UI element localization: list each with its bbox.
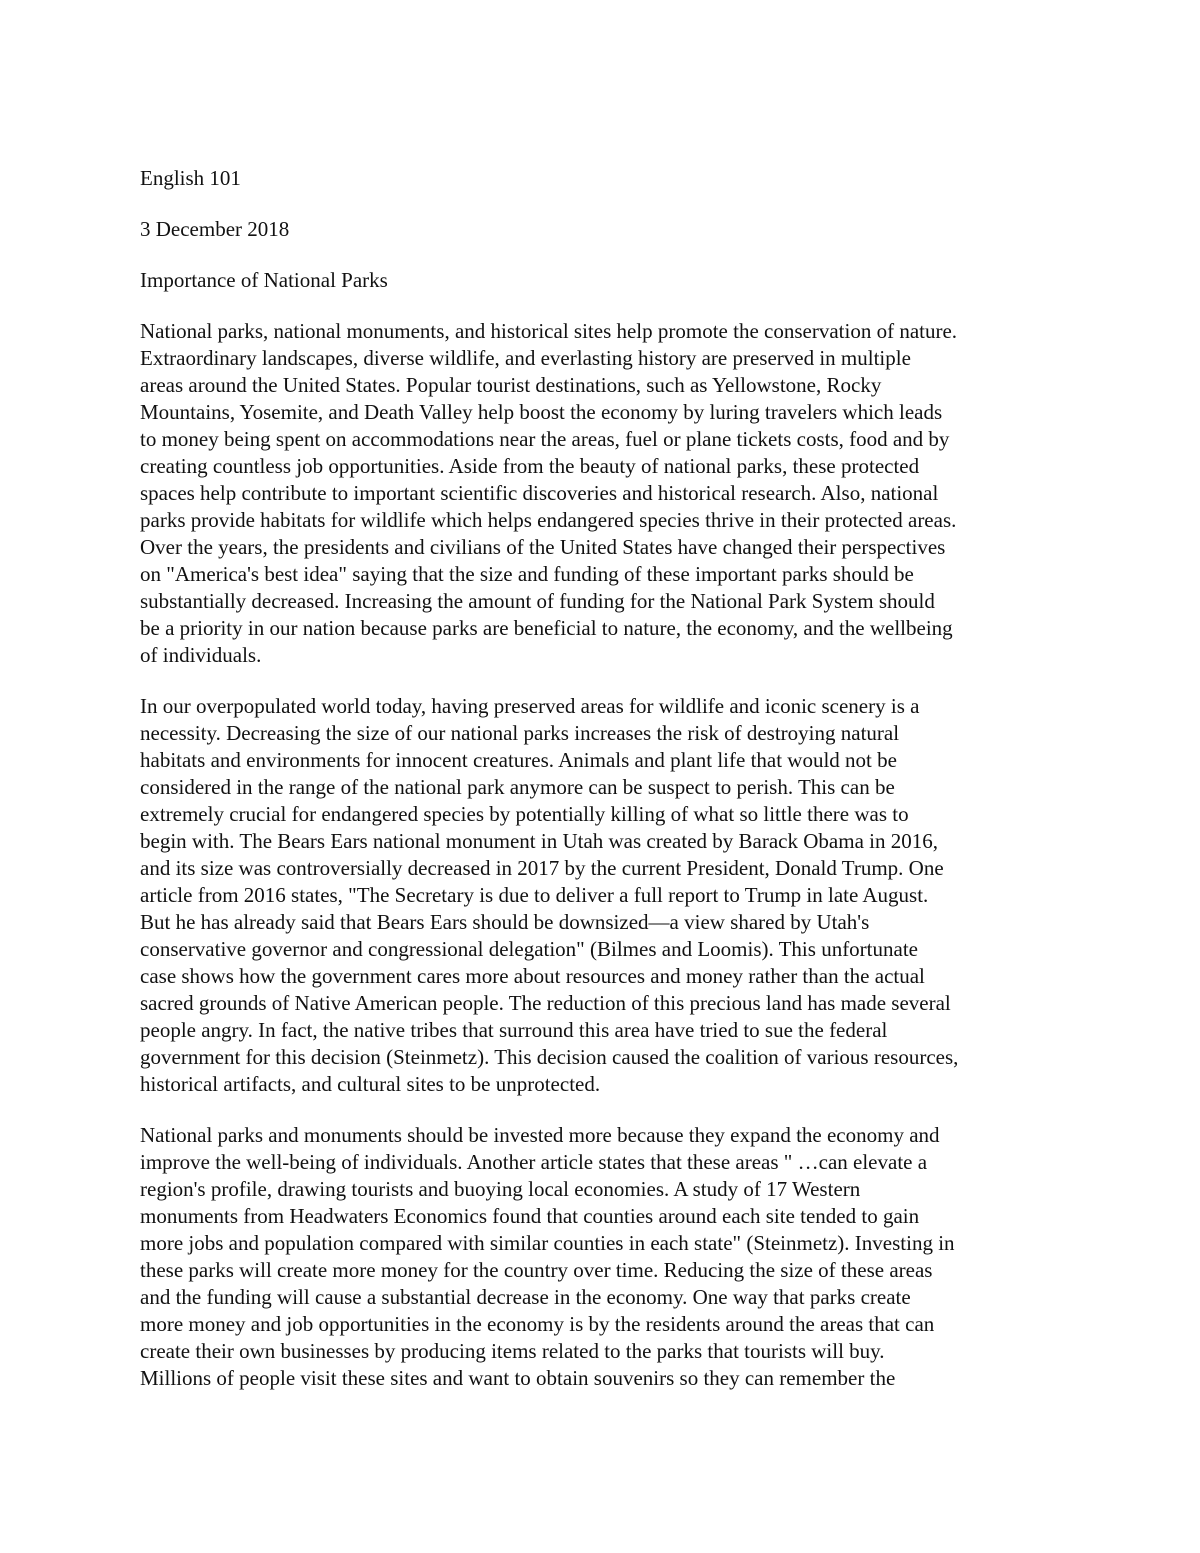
paragraph-2 [140,693,1070,1098]
text-line: be a priority in our nation because parks are beneficial to nature, the economy, and the wellbeing [140,616,953,640]
text-line: historical artifacts, and cultural sites to be unprotected. [140,1072,601,1096]
text-line: of individuals. [140,643,262,667]
text-line: areas around the United States. Popular tourist destinations, such as Yellowstone, Rocky [140,373,882,397]
text-line: parks provide habitats for wildlife which helps endangered species thrive in their protected areas. [140,508,957,532]
text-line: Mountains, Yosemite, and Death Valley help boost the economy by luring travelers which leads [140,400,943,424]
text-line: Millions of people visit these sites and want to obtain souvenirs so they can remember the [140,1366,896,1390]
text-line: case shows how the government cares more about resources and money rather than the actual [140,964,925,988]
text-line: and the funding will cause a substantial decrease in the economy. One way that parks create [140,1285,911,1309]
text-line: begin with. The Bears Ears national monument in Utah was created by Barack Obama in 2016, [140,829,938,853]
text-line: more money and job opportunities in the economy is by the residents around the areas that can [140,1312,935,1336]
text-line: Over the years, the presidents and civilians of the United States have changed their perspectives [140,535,946,559]
text-line: article from 2016 states, "The Secretary is due to deliver a full report to Trump in late August. [140,883,929,907]
text-line: government for this decision (Steinmetz). This decision caused the coalition of various resources, [140,1045,959,1069]
text-line: these parks will create more money for the country over time. Reducing the size of these areas [140,1258,933,1282]
course-name: English 101 [140,166,241,190]
essay-date: 3 December 2018 [140,217,290,241]
text-line: creating countless job opportunities. Aside from the beauty of national parks, these protected [140,454,920,478]
text-line: But he has already said that Bears Ears should be downsized—a view shared by Utah's [140,910,870,934]
document-body [140,165,1070,1416]
text-line: create their own businesses by producing items related to the parks that tourists will buy. [140,1339,885,1363]
text-line: improve the well-being of individuals. Another article states that these areas " …can elevate a [140,1150,928,1174]
text-line: people angry. In fact, the native tribes that surround this area have tried to sue the federal [140,1018,888,1042]
text-line: substantially decreased. Increasing the amount of funding for the National Park System should [140,589,935,613]
text-line: monuments from Headwaters Economics found that counties around each site tended to gain [140,1204,920,1228]
text-line: to money being spent on accommodations near the areas, fuel or plane tickets costs, food and by [140,427,950,451]
text-line: In our overpopulated world today, having preserved areas for wildlife and iconic scenery is a [140,694,920,718]
text-line: considered in the range of the national park anymore can be suspect to perish. This can be [140,775,895,799]
text-line: National parks, national monuments, and historical sites help promote the conservation of nature. [140,319,958,343]
text-line: conservative governor and congressional delegation" (Bilmes and Loomis). This unfortunate [140,937,918,961]
text-line: extremely crucial for endangered species by potentially killing of what so little there was to [140,802,909,826]
paragraph-1 [140,318,1070,669]
essay-paragraphs [140,318,1070,1392]
essay-title: Importance of National Parks [140,268,388,292]
text-line: spaces help contribute to important scientific discoveries and historical research. Also, national [140,481,939,505]
text-line: and its size was controversially decreased in 2017 by the current President, Donald Trump. One [140,856,944,880]
text-line: on "America's best idea" saying that the size and funding of these important parks should be [140,562,914,586]
text-line: region's profile, drawing tourists and buoying local economies. A study of 17 Western [140,1177,861,1201]
text-line: National parks and monuments should be invested more because they expand the economy and [140,1123,940,1147]
text-line: necessity. Decreasing the size of our national parks increases the risk of destroying natural [140,721,900,745]
paragraph-3 [140,1122,1070,1392]
text-line: Extraordinary landscapes, diverse wildlife, and everlasting history are preserved in multiple [140,346,911,370]
text-line: more jobs and population compared with similar counties in each state" (Steinmetz). Investing in [140,1231,955,1255]
text-line: sacred grounds of Native American people. The reduction of this precious land has made several [140,991,951,1015]
text-line: habitats and environments for innocent creatures. Animals and plant life that would not be [140,748,897,772]
